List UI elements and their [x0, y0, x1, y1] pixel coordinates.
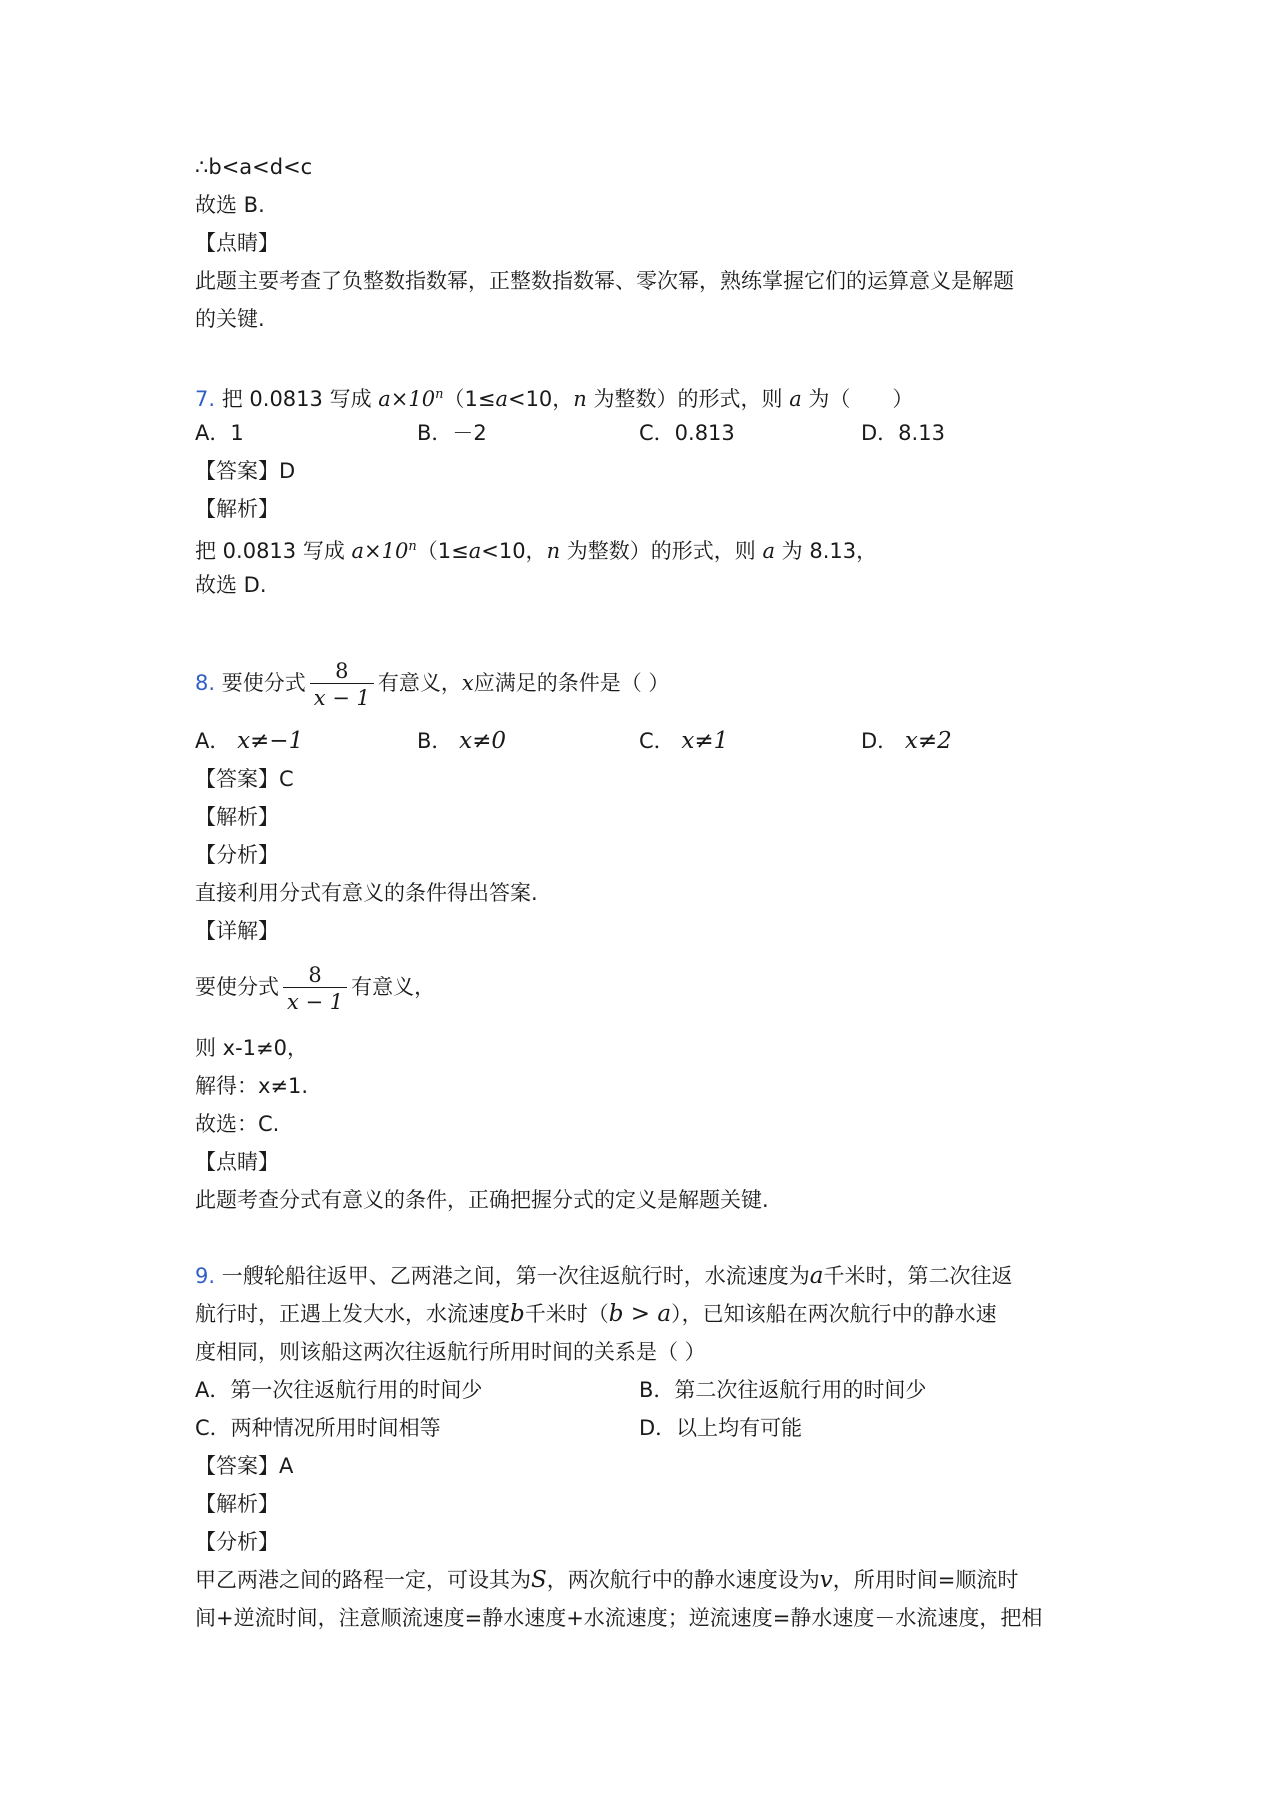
choice-line: 故选：C. [195, 1112, 280, 1136]
option-b: B．第二次往返航行用的时间少 [639, 1378, 927, 1402]
fenxi-text: 间+逆流时间，注意顺流速度=静水速度+水流速度；逆流速度=静水速度－水流速度，把相 [195, 1606, 1043, 1630]
question-9-stem: 度相同，则该船这两次往返航行所用时间的关系是（ ） [195, 1340, 706, 1364]
detail-label: 【详解】 [195, 919, 279, 943]
answer-line: 【答案】A [195, 1454, 294, 1478]
tip-text: 此题考查分式有意义的条件，正确把握分式的定义是解题关键. [195, 1188, 769, 1212]
option-d: D．8.13 [861, 421, 945, 445]
solution-line: 把 0.0813 写成 $a\times 10^n(1\le a<10$，n 为整数）的形式，则 a 为 8.13， [195, 539, 878, 563]
option-a: A．1 [195, 421, 244, 445]
step-line: 则 x-1≠0， [195, 1036, 308, 1060]
analysis-label: 【解析】 [195, 805, 279, 829]
option-a: A． x≠−1 [195, 728, 304, 754]
fenxi-label: 【分析】 [195, 843, 279, 867]
option-c: C．两种情况所用时间相等 [195, 1416, 441, 1440]
fenxi-text: 甲乙两港之间的路程一定，可设其为S，两次航行中的静水速度设为v，所用时间=顺流时 [195, 1567, 1019, 1593]
answer-line: 【答案】C [195, 767, 294, 791]
question-number: 8. [195, 671, 216, 695]
choice-line: 故选 B. [195, 193, 265, 217]
answer-line: 【答案】D [195, 459, 296, 483]
question-8-stem: 8. 要使分式 $\frac{8}{x - 1}$ 有意义，x应满足的条件是（ ） [195, 658, 670, 710]
conclusion-line: ∴b<a<d<c [195, 155, 313, 179]
option-a: A．第一次往返航行用的时间少 [195, 1378, 483, 1402]
option-c: C． x≠1 [639, 728, 729, 754]
step-line: 解得：x≠1. [195, 1074, 309, 1098]
option-d: D． x≠2 [861, 728, 952, 754]
question-number: 9. [195, 1264, 216, 1288]
question-7-stem: 7. 把 0.0813 写成 $a\times 10^n(1\le a<10$，n 为整数）的形式，则 a 为（ ） [195, 387, 914, 411]
fenxi-text: 直接利用分式有意义的条件得出答案. [195, 881, 538, 905]
question-number: 7. [195, 387, 216, 411]
question-9-stem: 航行时，正遇上发大水，水流速度b千米时（b > a），已知该船在两次航行中的静水速 [195, 1301, 997, 1327]
tip-label: 【点睛】 [195, 231, 279, 255]
tip-label: 【点睛】 [195, 1150, 279, 1174]
analysis-label: 【解析】 [195, 1492, 279, 1516]
fenxi-label: 【分析】 [195, 1530, 279, 1554]
fraction: $\frac{8}{x - 1}$ [283, 963, 347, 1014]
question-9-stem: 9. 一艘轮船往返甲、乙两港之间，第一次往返航行时，水流速度为a千米时，第二次往返 [195, 1263, 1013, 1289]
detail-line: 要使分式 $\frac{8}{x - 1}$ 有意义， [195, 962, 436, 1014]
choice-line: 故选 D. [195, 573, 267, 597]
tip-text: 此题主要考查了负整数指数幂，正整数指数幂、零次幂，熟练掌握它们的运算意义是解题 [195, 269, 1014, 293]
option-b: B．－2 [417, 421, 487, 445]
option-b: B． x≠0 [417, 728, 506, 754]
fraction: $\frac{8}{x - 1}$ [310, 659, 374, 710]
option-d: D．以上均有可能 [639, 1416, 803, 1440]
option-c: C．0.813 [639, 421, 735, 445]
analysis-label: 【解析】 [195, 497, 279, 521]
tip-text: 的关键. [195, 307, 265, 331]
